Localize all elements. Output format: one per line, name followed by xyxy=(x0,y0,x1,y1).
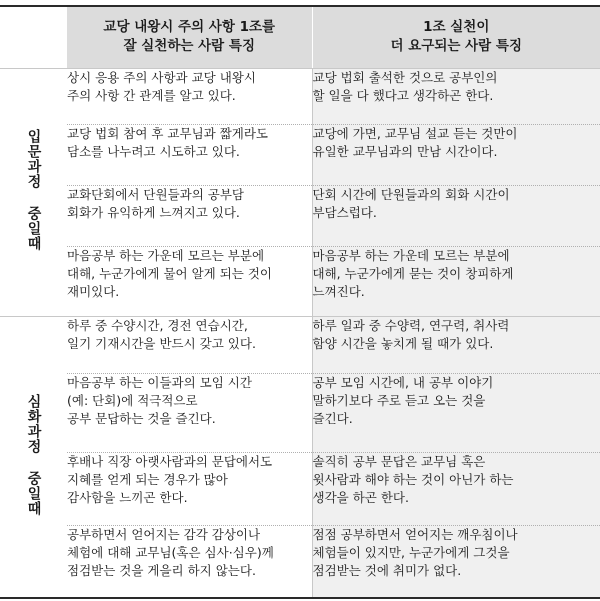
bottom-rule xyxy=(0,597,600,599)
needs-trait: 단회 시간에 단원들과의 회화 시간이 부담스럽다. xyxy=(312,185,600,246)
good-trait: 상시 응용 주의 사항과 교당 내왕시 주의 사항 간 관계를 알고 있다. xyxy=(67,68,312,124)
stage-label-text: 입문과정 중일때 xyxy=(25,129,42,251)
good-trait: 공부하면서 얻어지는 감각 감상이나 체험에 대해 교무님(혹은 심사·심우)께 점검받는 것을 게을리 하지 않는다. xyxy=(67,525,312,597)
needs-trait: 공부 모임 시간에, 내 공부 이야기 말하기보다 주로 듣고 오는 것을 즐긴다. xyxy=(312,373,600,452)
needs-trait: 마음공부 하는 가운데 모르는 부분에 대해, 누군가에게 묻는 것이 창피하게 느껴진다. xyxy=(312,246,600,316)
needs-trait: 교당에 가면, 교무님 설교 듣는 것만이 유일한 교무님과의 만남 시간이다. xyxy=(312,124,600,185)
good-trait: 교화단회에서 단원들과의 공부담 회화가 유익하게 느껴지고 있다. xyxy=(67,185,312,246)
table-row xyxy=(0,185,600,246)
needs-trait: 점점 공부하면서 얻어지는 깨우침이나 체험들이 있지만, 누군가에게 그것을 점검받는 것에 취미가 없다. xyxy=(312,525,600,597)
corner-cell xyxy=(0,7,67,68)
header-row xyxy=(0,7,600,68)
stage-label-intro xyxy=(0,68,67,316)
table-row xyxy=(0,124,600,185)
table-row xyxy=(0,373,600,452)
needs-trait: 하루 일과 중 수양력, 연구력, 취사력 함양 시간을 놓치게 될 때가 있다. xyxy=(312,316,600,373)
header-needs-more: 1조 실천이 더 요구되는 사람 특징 xyxy=(312,7,600,68)
good-trait: 마음공부 하는 가운데 모르는 부분에 대해, 누군가에게 물어 알게 되는 것이 재미있다. xyxy=(67,246,312,316)
good-trait: 교당 법회 참여 후 교무님과 짧게라도 담소를 나누려고 시도하고 있다. xyxy=(67,124,312,185)
header-practice-well: 교당 내왕시 주의 사항 1조를 잘 실천하는 사람 특징 xyxy=(67,7,312,68)
needs-trait: 솔직히 공부 문답은 교무님 혹은 윗사람과 해야 하는 것이 아닌가 하는 생각을 하곤 한다. xyxy=(312,452,600,525)
table-row xyxy=(0,316,600,373)
good-trait: 후배나 직장 아랫사람과의 문답에서도 지혜를 얻게 되는 경우가 많아 감사함을 느끼곤 한다. xyxy=(67,452,312,525)
table-row xyxy=(0,68,600,124)
needs-trait: 교당 법회 출석한 것으로 공부인의 할 일을 다 했다고 생각하곤 한다. xyxy=(312,68,600,124)
good-trait: 하루 중 수양시간, 경전 연습시간, 일기 기재시간을 반드시 갖고 있다. xyxy=(67,316,312,373)
stage-label-text: 심화과정 중일때 xyxy=(25,393,42,516)
table-row xyxy=(0,452,600,525)
table-row xyxy=(0,525,600,597)
stage-label-advanced xyxy=(0,316,67,597)
comparison-table xyxy=(0,7,600,598)
good-trait: 마음공부 하는 이들과의 모임 시간 (예: 단회)에 적극적으로 공부 문답하는 것을 즐긴다. xyxy=(67,373,312,452)
table-row xyxy=(0,246,600,316)
